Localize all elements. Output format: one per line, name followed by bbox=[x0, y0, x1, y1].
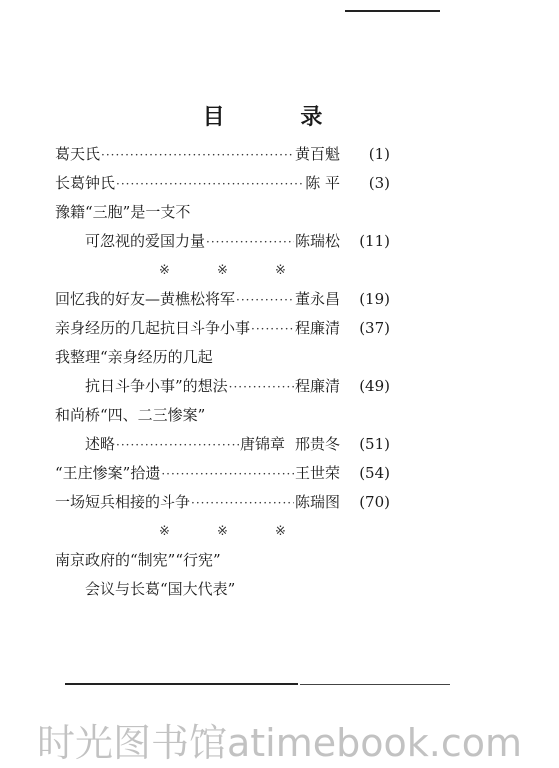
entry-title: 和尚桥“四、二三惨案” bbox=[55, 406, 206, 424]
leader-dots bbox=[161, 460, 294, 489]
toc-entry[interactable] bbox=[55, 401, 390, 430]
bottom-rule-thin bbox=[300, 684, 450, 685]
section-separator bbox=[55, 256, 390, 285]
toc-entry[interactable] bbox=[55, 488, 390, 517]
toc-entry[interactable] bbox=[55, 140, 390, 169]
entry-title: 长葛钟氏 bbox=[55, 174, 116, 192]
entry-page: (54) bbox=[359, 464, 390, 482]
entry-title: 葛天氏 bbox=[55, 145, 101, 163]
entry-title: 回忆我的好友—黄樵松将军 bbox=[55, 290, 236, 308]
leader-dots bbox=[116, 431, 239, 460]
entry-page: (49) bbox=[359, 377, 390, 395]
section-separator bbox=[55, 517, 390, 546]
toc-entry-continued[interactable] bbox=[55, 575, 390, 604]
toc-entry[interactable] bbox=[55, 285, 390, 314]
entry-title-continued: 述略 bbox=[85, 435, 116, 453]
entry-page: (1) bbox=[368, 145, 390, 163]
leader-dots bbox=[251, 315, 294, 344]
toc-entry[interactable] bbox=[55, 343, 390, 372]
entry-author: 唐锦章 bbox=[239, 435, 285, 453]
page-title: 目 录 bbox=[202, 104, 357, 130]
leader-dots bbox=[236, 286, 294, 315]
entry-author-second: 邢贵冬 bbox=[294, 435, 340, 453]
separator-mark: ※ bbox=[275, 263, 286, 278]
toc-entry[interactable] bbox=[55, 314, 390, 343]
entry-author: 黄百魁 bbox=[294, 145, 340, 163]
entry-title-continued: 抗日斗争小事”的想法 bbox=[85, 377, 228, 395]
watermark-text: 时光图书馆atimebook.com bbox=[36, 720, 522, 765]
toc-entry[interactable] bbox=[55, 546, 390, 575]
bottom-rule bbox=[65, 683, 298, 685]
entry-page: (37) bbox=[359, 319, 390, 337]
entry-page: (51) bbox=[359, 435, 390, 453]
table-of-contents bbox=[55, 140, 390, 604]
toc-entry[interactable] bbox=[55, 459, 390, 488]
toc-entry[interactable] bbox=[55, 169, 390, 198]
entry-title-continued: 会议与长葛“国大代表” bbox=[85, 580, 236, 598]
entry-page: (11) bbox=[359, 232, 390, 250]
entry-title: 一场短兵相接的斗争 bbox=[55, 493, 191, 511]
entry-title: 我整理“亲身经历的几起 bbox=[55, 348, 213, 366]
leader-dots bbox=[191, 489, 294, 518]
entry-author: 董永昌 bbox=[294, 290, 340, 308]
entry-title: “王庄惨案”拾遗 bbox=[55, 464, 161, 482]
separator-mark: ※ bbox=[217, 263, 228, 278]
entry-title: 亲身经历的几起抗日斗争小事 bbox=[55, 319, 251, 337]
leader-dots bbox=[206, 228, 294, 257]
toc-entry-continued[interactable] bbox=[55, 430, 390, 459]
entry-author: 陈 平 bbox=[305, 174, 340, 192]
entry-title-continued: 可忽视的爱国力量 bbox=[85, 232, 206, 250]
entry-author: 陈瑞松 bbox=[294, 232, 340, 250]
leader-dots bbox=[101, 141, 294, 170]
separator-mark: ※ bbox=[217, 524, 228, 539]
entry-author: 陈瑞图 bbox=[294, 493, 340, 511]
entry-page: (19) bbox=[359, 290, 390, 308]
entry-title: 豫籍“三胞”是一支不 bbox=[55, 203, 191, 221]
separator-mark: ※ bbox=[159, 524, 170, 539]
entry-page: (3) bbox=[368, 174, 390, 192]
entry-author: 程廉清 bbox=[294, 377, 340, 395]
toc-entry[interactable] bbox=[55, 198, 390, 227]
entry-page: (70) bbox=[359, 493, 390, 511]
entry-author: 程廉清 bbox=[294, 319, 340, 337]
toc-entry-continued[interactable] bbox=[55, 372, 390, 401]
entry-author: 王世荣 bbox=[294, 464, 340, 482]
separator-mark: ※ bbox=[159, 263, 170, 278]
separator-mark: ※ bbox=[275, 524, 286, 539]
top-rule bbox=[345, 10, 440, 12]
toc-entry-continued[interactable] bbox=[55, 227, 390, 256]
leader-dots bbox=[229, 373, 294, 402]
entry-title: 南京政府的“制宪”“行宪” bbox=[55, 551, 221, 569]
leader-dots bbox=[116, 170, 304, 199]
